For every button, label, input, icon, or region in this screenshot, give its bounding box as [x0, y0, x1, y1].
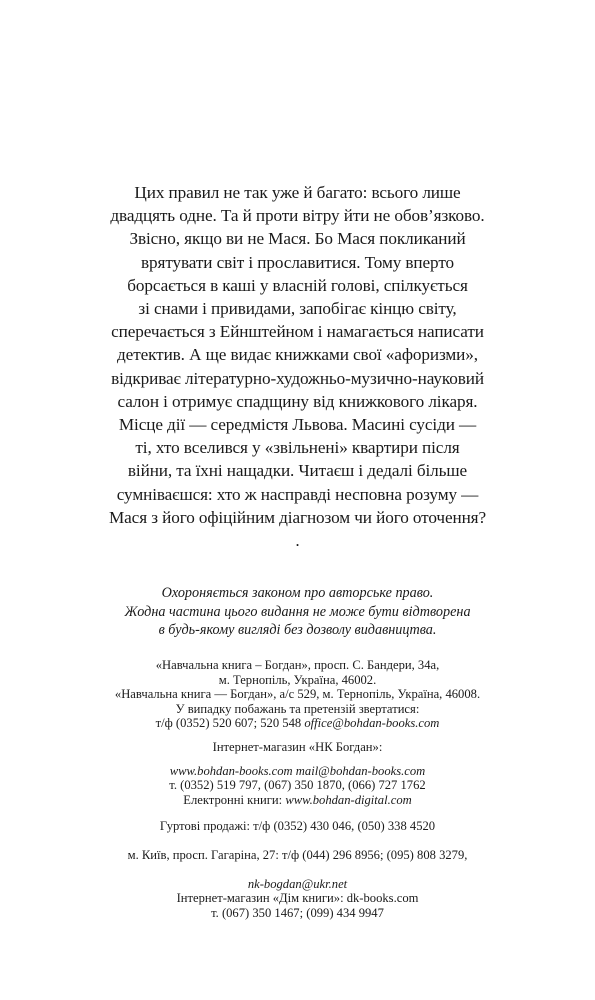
office-email-link[interactable]: office@bohdan-books.com	[304, 716, 440, 731]
office-phones: т/ф (0352) 520 607; 520 548	[155, 716, 305, 731]
ebooks-site-link[interactable]: www.bohdan-digital.com	[285, 792, 412, 807]
publisher-address-1: «Навчальна книга – Богдан», просп. С. Бандери, 34а,	[155, 658, 440, 672]
shop-mail-link[interactable]: mail@bohdan-books.com	[295, 763, 426, 778]
publisher-imprint	[60, 658, 535, 920]
annotation-line: Мася з його офіційним діагнозом чи його оточення?	[108, 507, 487, 527]
annotation-line: борсається в каші у власній голові, спілкується	[127, 275, 468, 295]
annotation-line: зі снами і привидами, запобігає кінцю світу,	[138, 299, 457, 319]
dim-knyhy-title: Інтернет-магазин «Дім книги»: dk-books.com	[176, 891, 419, 906]
shop-phones: т. (0352) 519 797, (067) 350 1870, (066) 727 1762	[169, 778, 426, 793]
annotation-line: відкриває літературно-художньо-музично-науковий	[111, 368, 484, 388]
complaints-note: У випадку побажань та претензій звертатися:	[175, 701, 420, 716]
wholesale-line: Гуртові продажі: т/ф (0352) 430 046, (050) 338 4520	[159, 819, 436, 834]
copyright-line: Охороняється законом про авторське право.	[161, 585, 434, 601]
shop-links	[60, 764, 535, 779]
dim-knyhy-phones: т. (067) 350 1467; (099) 434 9947	[211, 905, 384, 920]
annotation-line: двадцять одне. Та й проти вітру йти не обов’язково.	[110, 206, 485, 226]
annotation-line: сумніваєшся: хто ж насправді несповна розуму —	[116, 484, 479, 504]
ebooks-line	[60, 793, 535, 808]
copyright-line: в будь-якому вигляді без дозволу видавництва.	[158, 622, 437, 638]
annotation-line: сперечається з Ейнштейном і намагається написати	[111, 322, 484, 342]
shop-site-link[interactable]: www.bohdan-books.com	[169, 763, 293, 778]
office-contacts	[60, 716, 535, 731]
copyright-notice	[60, 584, 535, 640]
annotation-line: детектив. А ще видає книжками свої «афоризми»,	[117, 345, 478, 365]
publisher-address-1-city: м. Тернопіль, Україна, 46002.	[218, 672, 377, 687]
annotation-line: врятувати світ і прославитися. Тому вперто	[141, 252, 454, 272]
kyiv-line: м. Київ, просп. Гагаріна, 27: т/ф (044) 296 8956; (095) 808 3279,	[127, 847, 468, 862]
kyiv-email-link[interactable]: nk-bogdan@ukr.net	[247, 876, 348, 891]
book-annotation	[70, 181, 525, 552]
annotation-line: Місце дії — середмістя Львова. Масині сусіди —	[118, 415, 477, 435]
annotation-line: Цих правил не так уже й багато: всього лише	[134, 183, 461, 202]
copyright-line: Жодна частина цього видання не може бути відтворена	[124, 603, 471, 620]
annotation-line: .	[295, 531, 300, 551]
shop-title: Інтернет-магазин «НК Богдан»:	[212, 739, 383, 754]
annotation-line: Звісно, якщо ви не Мася. Бо Мася покликаний	[129, 229, 466, 249]
annotation-line: війни, та їхні нащадки. Читаєш і дедалі більше	[127, 461, 468, 481]
publisher-address-2: «Навчальна книга — Богдан», а/с 529, м. Тернопіль, Україна, 46008.	[114, 687, 481, 702]
ebooks-label: Електронні книги:	[183, 792, 286, 807]
annotation-line: салон і отримує спадщину від книжкового лікаря.	[117, 391, 478, 411]
annotation-line: ті, хто вселився у «звільнені» квартири після	[135, 438, 460, 458]
